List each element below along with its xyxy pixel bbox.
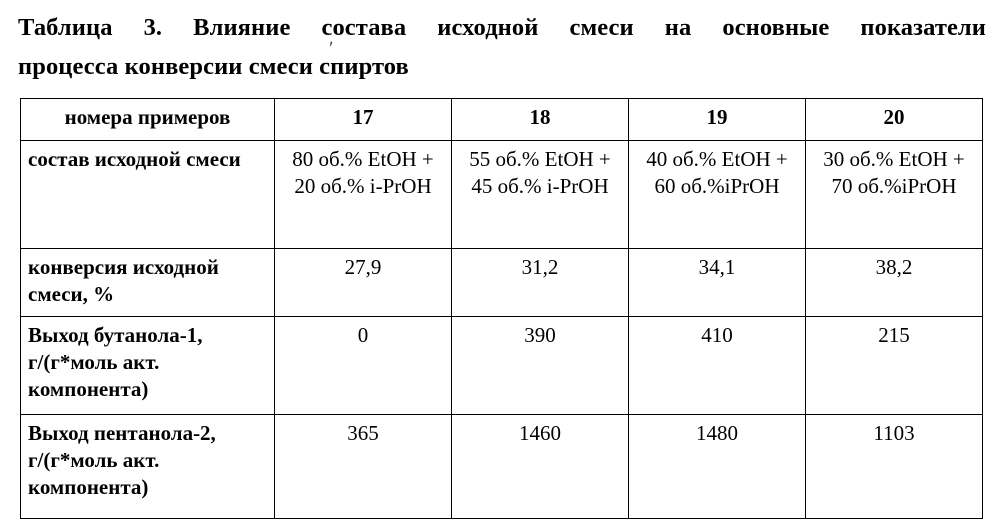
table-header-row [21, 99, 983, 141]
cell-butanol-17: 0 [275, 317, 452, 415]
stray-pen-mark: ' [325, 37, 335, 60]
column-header-17: 17 [275, 99, 452, 141]
header-row-label: номера примеров [21, 99, 275, 141]
row-label-conversion: конверсия исходной смеси, % [21, 249, 275, 317]
column-header-19: 19 [629, 99, 806, 141]
cell-pentanol-18: 1460 [452, 415, 629, 519]
cell-composition-19: 40 об.% EtOH + 60 об.%iPrOH [629, 141, 806, 249]
cell-butanol-18: 390 [452, 317, 629, 415]
cell-conversion-17: 27,9 [275, 249, 452, 317]
cell-composition-18: 55 об.% EtOH + 45 об.% i-PrOH [452, 141, 629, 249]
table-row [21, 249, 983, 317]
cell-composition-17: 80 об.% EtOH + 20 об.% i-PrOH [275, 141, 452, 249]
cell-conversion-20: 38,2 [806, 249, 983, 317]
cell-conversion-19: 34,1 [629, 249, 806, 317]
cell-composition-20: 30 об.% EtOH + 70 об.%iPrOH [806, 141, 983, 249]
cell-butanol-20: 215 [806, 317, 983, 415]
column-header-18: 18 [452, 99, 629, 141]
table-caption-line-1: Таблица 3. Влияние состава исходной смеси на основные показатели [18, 14, 986, 41]
column-header-20: 20 [806, 99, 983, 141]
row-label-pentanol-yield: Выход пентанола-2, г/(г*моль акт. компонента) [21, 415, 275, 519]
table-row [21, 415, 983, 519]
table-caption-line-2: процесса конверсии смеси спиртов [18, 53, 409, 80]
table-caption [18, 8, 986, 86]
row-label-butanol-yield: Выход бутанола-1, г/(г*моль акт. компонента) [21, 317, 275, 415]
table-row [21, 317, 983, 415]
cell-conversion-18: 31,2 [452, 249, 629, 317]
row-label-composition: состав исходной смеси [21, 141, 275, 249]
table-row [21, 141, 983, 249]
cell-butanol-19: 410 [629, 317, 806, 415]
data-table [20, 98, 983, 519]
cell-pentanol-17: 365 [275, 415, 452, 519]
cell-pentanol-19: 1480 [629, 415, 806, 519]
cell-pentanol-20: 1103 [806, 415, 983, 519]
